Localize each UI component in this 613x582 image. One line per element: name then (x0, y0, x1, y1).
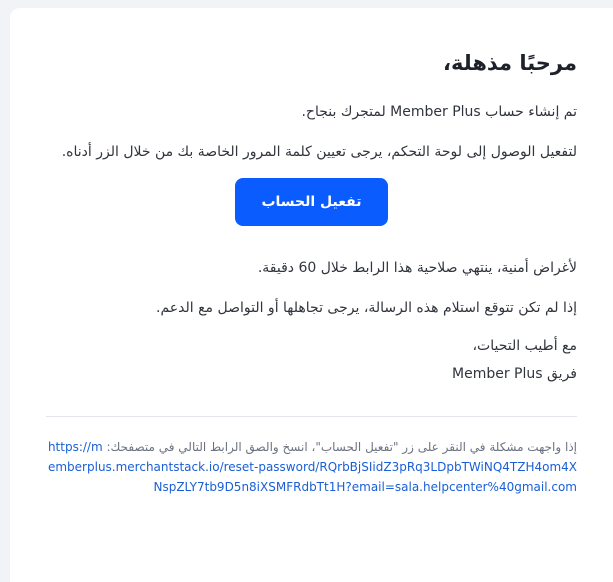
button-container (46, 178, 577, 226)
activate-account-button[interactable]: تفعيل الحساب (235, 178, 387, 226)
security-note-text: لأغراض أمنية، ينتهي صلاحية هذا الرابط خلال 60 دقيقة. (257, 260, 577, 276)
email-card (10, 8, 613, 582)
ignore-note-text: إذا لم تكن تتوقع استلام هذه الرسالة، يرجى تجاهلها أو التواصل مع الدعم. (156, 300, 577, 316)
activation-instruction-text: لتفعيل الوصول إلى لوحة التحكم، يرجى تعيين كلمة المرور الخاصة بك من خلال الزر أدناه. (61, 144, 577, 160)
regards-text: مع أطيب التحيات، (472, 338, 577, 354)
footer-help-label: إذا واجهت مشكلة في النقر على زر "تفعيل الحساب"، انسخ والصق الرابط التالي في متصفحك: (106, 440, 577, 454)
account-created-text: تم إنشاء حساب Member Plus لمتجرك بنجاح. (301, 104, 577, 120)
footer-divider (46, 416, 577, 417)
reset-password-link[interactable]: https://memberplus.merchantstack.io/reset-password/RQrbBjSIidZ3pRq3LDpbTWiNQ4TZH4om4XNspZLY7tb9D5n8iXSMFRdbTt1H?email=sala.helpcenter%40gmail.com (47, 440, 577, 494)
footer-help-text (46, 437, 577, 497)
greeting-heading: مرحبًا مذهلة، (443, 51, 577, 75)
team-signature: فريق Member Plus (452, 366, 577, 382)
